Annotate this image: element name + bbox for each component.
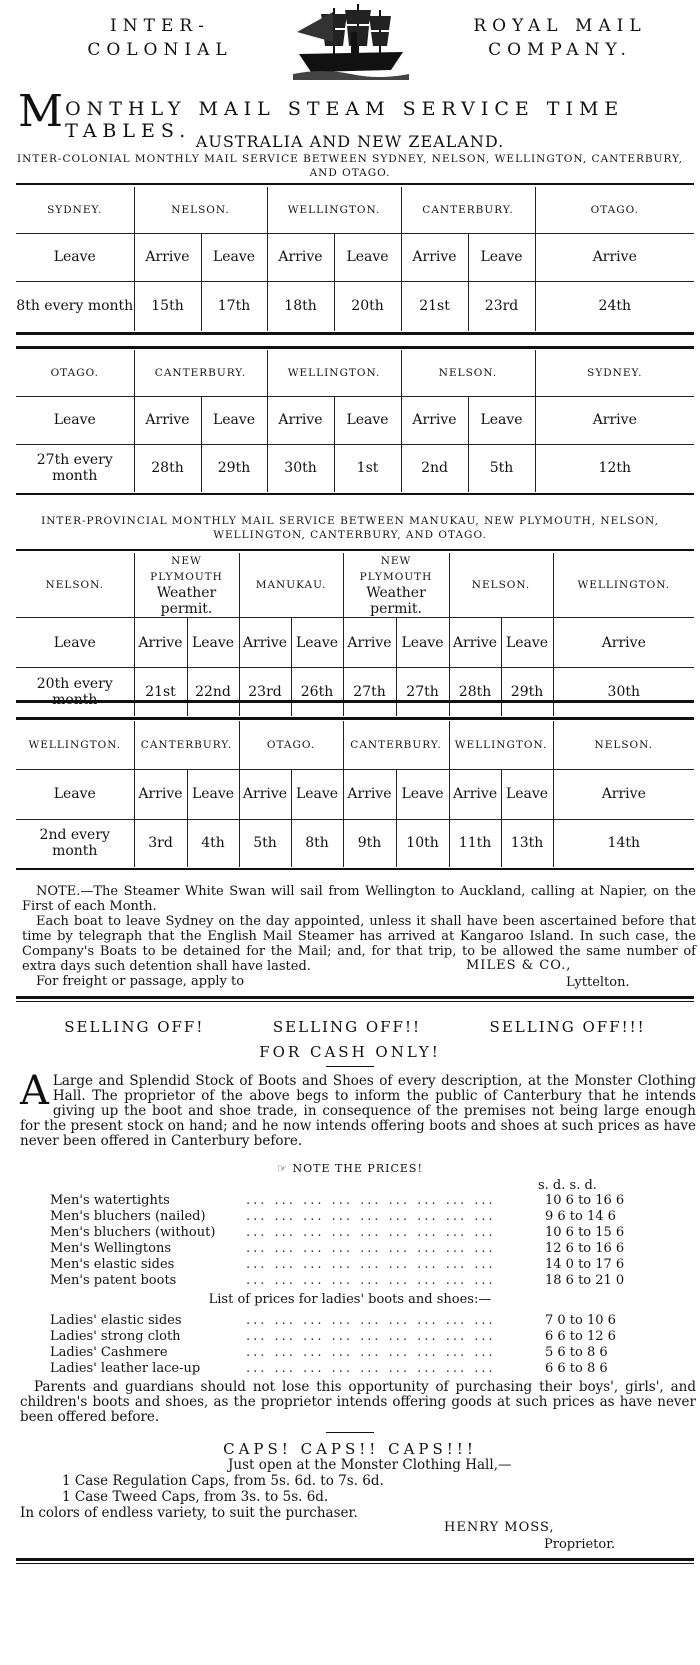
table-cell: 28th: [134, 444, 201, 492]
price-value: 5 6 to 8 6: [545, 1345, 608, 1360]
table-header: NELSON.: [449, 553, 553, 618]
table-cell: 12th: [535, 444, 694, 492]
weather-permit: Weather permit.: [366, 585, 426, 617]
table-cell: Leave: [396, 769, 449, 819]
signer-name: HENRY MOSS,: [444, 1520, 555, 1535]
table-header: WELLINGTON.: [267, 350, 401, 396]
table-cell: Leave: [468, 396, 535, 444]
table-cell: 2nd: [401, 444, 468, 492]
table-header: SYDNEY.: [16, 187, 134, 233]
section1-heading: INTER-COLONIAL MONTHLY MAIL SERVICE BETWEEN SYDNEY, NELSON, WELLINGTON, CANTERBURY, AND OTAGO.: [16, 153, 683, 179]
table-cell: Arrive: [239, 769, 291, 819]
table-cell: Arrive: [343, 618, 396, 668]
note-paragraph: Each boat to leave Sydney on the day appointed, unless it shall have been ascertained before that time by telegraph that the English Mail Steamer has arrived at Kangaroo Island. In such case, the Company's Boats to be detained for the Mail; and, for that trip, to be allowed the same number of extra days such detention shall have lasted.: [22, 914, 696, 974]
price-row: [50, 1313, 650, 1328]
rule: [16, 868, 694, 870]
table-header: CANTERBURY.: [343, 721, 449, 769]
weather-permit: Weather permit.: [156, 585, 217, 617]
table-cell: 3rd: [134, 819, 187, 867]
leader-dots: ... ... ... ... ... ... ... ... ...: [246, 1361, 496, 1376]
rule: [16, 996, 694, 999]
table-cell: Leave: [16, 618, 134, 668]
caps-line: In colors of endless variety, to suit the purchaser.: [20, 1505, 358, 1521]
table-cell: 20th: [334, 281, 401, 331]
price-item: Ladies' leather lace-up: [50, 1361, 201, 1376]
price-row: [50, 1329, 650, 1344]
table-header: NELSON.: [16, 553, 134, 618]
table-cell: 17th: [201, 281, 267, 331]
leader-dots: ... ... ... ... ... ... ... ... ...: [246, 1225, 496, 1240]
leader-dots: ... ... ... ... ... ... ... ... ...: [246, 1329, 496, 1344]
table-header: WELLINGTON.: [577, 579, 671, 591]
price-item: Men's elastic sides: [50, 1257, 175, 1272]
timetable-4: [16, 721, 694, 867]
table-cell: 21st: [401, 281, 468, 331]
price-value: 14 0 to 17 6: [545, 1257, 625, 1272]
table-header: WELLINGTON.: [16, 721, 134, 769]
table-cell: 26th: [291, 668, 343, 716]
table-header: NELSON.: [594, 738, 654, 751]
table-header: WELLINGTON.: [267, 187, 401, 233]
table-cell: Leave: [468, 233, 535, 281]
price-value: 6 6 to 12 6: [545, 1329, 616, 1344]
table-cell: Arrive: [449, 769, 501, 819]
table-cell: Arrive: [401, 233, 468, 281]
rule: [16, 549, 694, 551]
price-item: Men's bluchers (nailed): [50, 1209, 206, 1224]
rule: [16, 493, 694, 495]
table-cell: 15th: [134, 281, 201, 331]
table-header: SYDNEY.: [587, 366, 643, 379]
rule: [16, 1001, 694, 1002]
table-header: MANUKAU.: [239, 553, 343, 618]
parents-paragraph: Parents and guardians should not lose this opportunity of purchasing their boys', girls', and children's boots and shoes, as the proprietor intends offering goods at such prices as have never been offered before.: [20, 1379, 696, 1425]
price-value: 6 6 to 8 6: [545, 1361, 608, 1376]
table-cell: Arrive: [134, 618, 187, 668]
price-value: 9 6 to 14 6: [545, 1209, 616, 1224]
timetable-1: [16, 187, 694, 331]
timetable-3: [16, 553, 694, 716]
rule: [16, 346, 694, 349]
table-cell: Arrive: [401, 396, 468, 444]
drop-cap: A: [20, 1068, 49, 1114]
table-cell: 10th: [396, 819, 449, 867]
rule: [16, 717, 694, 720]
timetable-2: [16, 350, 694, 492]
table-cell: Arrive: [239, 618, 291, 668]
table-cell: Leave: [187, 769, 239, 819]
leader-dots: ... ... ... ... ... ... ... ... ...: [246, 1313, 496, 1328]
price-row: [50, 1345, 650, 1360]
selling-off-line: [30, 1018, 680, 1036]
caps-line: 1 Case Regulation Caps, from 5s. 6d. to 7s. 6d.: [62, 1473, 384, 1489]
rule: [16, 1563, 694, 1564]
table-cell: Arrive: [535, 233, 694, 281]
selling-off: SELLING OFF!: [64, 1018, 205, 1036]
table-cell: Leave: [501, 618, 553, 668]
table-cell: 27th: [343, 668, 396, 716]
price-item: Men's bluchers (without): [50, 1225, 216, 1240]
table-cell: 4th: [187, 819, 239, 867]
note-block: [22, 884, 696, 989]
table-cell: 22nd: [187, 668, 239, 716]
caps-line: 1 Case Tweed Caps, from 3s. to 5s. 6d.: [62, 1489, 329, 1505]
table-cell: Arrive: [553, 618, 694, 668]
table-cell: Arrive: [134, 233, 201, 281]
selling-off: SELLING OFF!!!: [489, 1018, 646, 1036]
section2-heading: INTER-PROVINCIAL MONTHLY MAIL SERVICE BETWEEN MANUKAU, NEW PLYMOUTH, NELSON, WELLINGTON, CANTERBURY, AND OTAGO.: [41, 515, 659, 541]
table-cell: Leave: [334, 233, 401, 281]
table-header-new-plymouth: [134, 553, 239, 618]
table-header: NEW PLYMOUTH: [150, 555, 223, 583]
title-rest: ONTHLY MAIL STEAM SERVICE TIME TABLES.: [65, 98, 625, 142]
table-cell: Leave: [16, 233, 134, 281]
boots-intro: [20, 1068, 696, 1149]
header-right: [450, 14, 670, 62]
boots-intro-text: Large and Splendid Stock of Boots and Shoes of every description, at the Monster Clothing Hall. The proprietor of the above begs to inform the public of Canterbury that he intends giving up the boot and shoe trade, in consequence of the premises not being large enough for the present stock on hand; and he now intends offering boots and shoes at such prices as have never been offered in Canterbury before.: [20, 1073, 696, 1149]
price-row: [50, 1225, 650, 1240]
table-cell: 29th: [501, 668, 553, 716]
table-header: OTAGO.: [590, 203, 639, 216]
table-cell: Leave: [334, 396, 401, 444]
note-the-prices: ☞ NOTE THE PRICES!: [277, 1162, 423, 1175]
note-paragraph: For freight or passage, apply to: [36, 974, 245, 989]
table-cell: Leave: [501, 769, 553, 819]
short-rule: [326, 1432, 374, 1433]
price-value: 18 6 to 21 0: [545, 1273, 625, 1288]
table-cell: 27th every month: [16, 444, 134, 492]
leader-dots: ... ... ... ... ... ... ... ... ...: [246, 1193, 496, 1208]
table-cell: 5th: [239, 819, 291, 867]
table-cell: Arrive: [267, 396, 334, 444]
table-header: OTAGO.: [239, 721, 343, 769]
leader-dots: ... ... ... ... ... ... ... ... ...: [246, 1241, 496, 1256]
table-header: CANTERBURY.: [401, 187, 535, 233]
caps-line: Just open at the Monster Clothing Hall,—: [228, 1457, 512, 1473]
table-cell: Leave: [16, 769, 134, 819]
table-cell: Arrive: [449, 618, 501, 668]
leader-dots: ... ... ... ... ... ... ... ... ...: [246, 1209, 496, 1224]
ladies-price-heading: List of prices for ladies' boots and shoes:—: [208, 1292, 492, 1307]
price-item: Men's Wellingtons: [50, 1241, 172, 1256]
table-cell: 20th every: [16, 668, 134, 716]
table-header: NEW PLYMOUTH: [359, 555, 433, 583]
signer-role: Proprietor.: [544, 1537, 616, 1552]
price-value: 12 6 to 16 6: [545, 1241, 625, 1256]
price-row: [50, 1193, 650, 1208]
table-cell: 29th: [201, 444, 267, 492]
table-header-new-plymouth: [343, 553, 449, 618]
table-cell: 28th: [449, 668, 501, 716]
table-cell: 11th: [449, 819, 501, 867]
table-header: CANTERBURY.: [134, 350, 267, 396]
table-cell: 8th: [291, 819, 343, 867]
price-item: Ladies' strong cloth: [50, 1329, 181, 1344]
table-header: CANTERBURY.: [134, 721, 239, 769]
price-value: 10 6 to 16 6: [545, 1193, 625, 1208]
note-paragraph: NOTE.—The Steamer White Swan will sail from Wellington to Auckland, calling at Napier, on the First of each Month.: [22, 884, 696, 914]
table-cell: 13th: [501, 819, 553, 867]
price-row: [50, 1241, 650, 1256]
price-row: [50, 1257, 650, 1272]
table-cell: Leave: [291, 769, 343, 819]
leader-dots: ... ... ... ... ... ... ... ... ...: [246, 1345, 496, 1360]
table-cell: 9th: [343, 819, 396, 867]
leader-dots: ... ... ... ... ... ... ... ... ...: [246, 1273, 496, 1288]
table-cell: 21st: [134, 668, 187, 716]
steamship-icon: [293, 2, 409, 80]
table-cell: 27th: [396, 668, 449, 716]
header-left-line1: INTER-: [110, 16, 210, 36]
header-left: [70, 14, 250, 62]
table-cell: Arrive: [267, 233, 334, 281]
rule: [16, 183, 694, 185]
table-cell: Arrive: [343, 769, 396, 819]
caps-title: CAPS! CAPS!! CAPS!!!: [223, 1440, 477, 1458]
price-item: Men's watertights: [50, 1193, 170, 1208]
sd-header: s. d. s. d.: [538, 1178, 597, 1193]
selling-off: SELLING OFF!!: [272, 1018, 422, 1036]
price-item: Ladies' Cashmere: [50, 1345, 168, 1360]
table-cell: Leave: [291, 618, 343, 668]
price-row: [50, 1273, 650, 1288]
table-header: WELLINGTON.: [449, 721, 553, 769]
table-cell: Leave: [16, 396, 134, 444]
table-cell: 5th: [468, 444, 535, 492]
table-cell: Leave: [201, 233, 267, 281]
table-cell: Arrive: [535, 396, 694, 444]
table-cell: Arrive: [553, 769, 694, 819]
subtitle: AUSTRALIA AND NEW ZEALAND.: [195, 132, 505, 151]
table-cell: 1st: [334, 444, 401, 492]
for-cash-only: FOR CASH ONLY!: [259, 1043, 441, 1061]
table-cell: Leave: [187, 618, 239, 668]
header-left-line2: COLONIAL: [87, 40, 233, 60]
price-item: Men's patent boots: [50, 1273, 177, 1288]
leader-dots: ... ... ... ... ... ... ... ... ...: [246, 1257, 496, 1272]
table-cell: 8th every month: [16, 281, 134, 331]
table-cell: 23rd: [468, 281, 535, 331]
agent-place: Lyttelton.: [566, 975, 630, 990]
price-item: Ladies' elastic sides: [50, 1313, 182, 1328]
header-right-line2: COMPANY.: [488, 40, 632, 60]
table-cell: 30th: [553, 668, 694, 716]
rule: [16, 1558, 694, 1561]
table-cell: Arrive: [134, 769, 187, 819]
header-right-line1: ROYAL MAIL: [473, 16, 647, 36]
rule: [16, 700, 694, 703]
price-value: 10 6 to 15 6: [545, 1225, 625, 1240]
table-cell: Leave: [396, 618, 449, 668]
short-rule: [326, 1066, 374, 1067]
table-cell: 24th: [535, 281, 694, 331]
title-initial: M: [18, 86, 64, 137]
price-value: 7 0 to 10 6: [545, 1313, 616, 1328]
table-cell: Arrive: [134, 396, 201, 444]
table-cell: 14th: [553, 819, 694, 867]
agent-name: MILES & CO.,: [466, 958, 572, 973]
table-cell: 18th: [267, 281, 334, 331]
price-row: [50, 1209, 650, 1224]
price-row: [50, 1361, 650, 1376]
table-cell: 2nd every month: [16, 819, 134, 867]
table-header: OTAGO.: [16, 350, 134, 396]
table-cell: 30th: [267, 444, 334, 492]
table-header: NELSON.: [134, 187, 267, 233]
rule: [16, 332, 694, 335]
table-header: NELSON.: [401, 350, 535, 396]
table-cell: Leave: [201, 396, 267, 444]
table-cell: 23rd: [239, 668, 291, 716]
